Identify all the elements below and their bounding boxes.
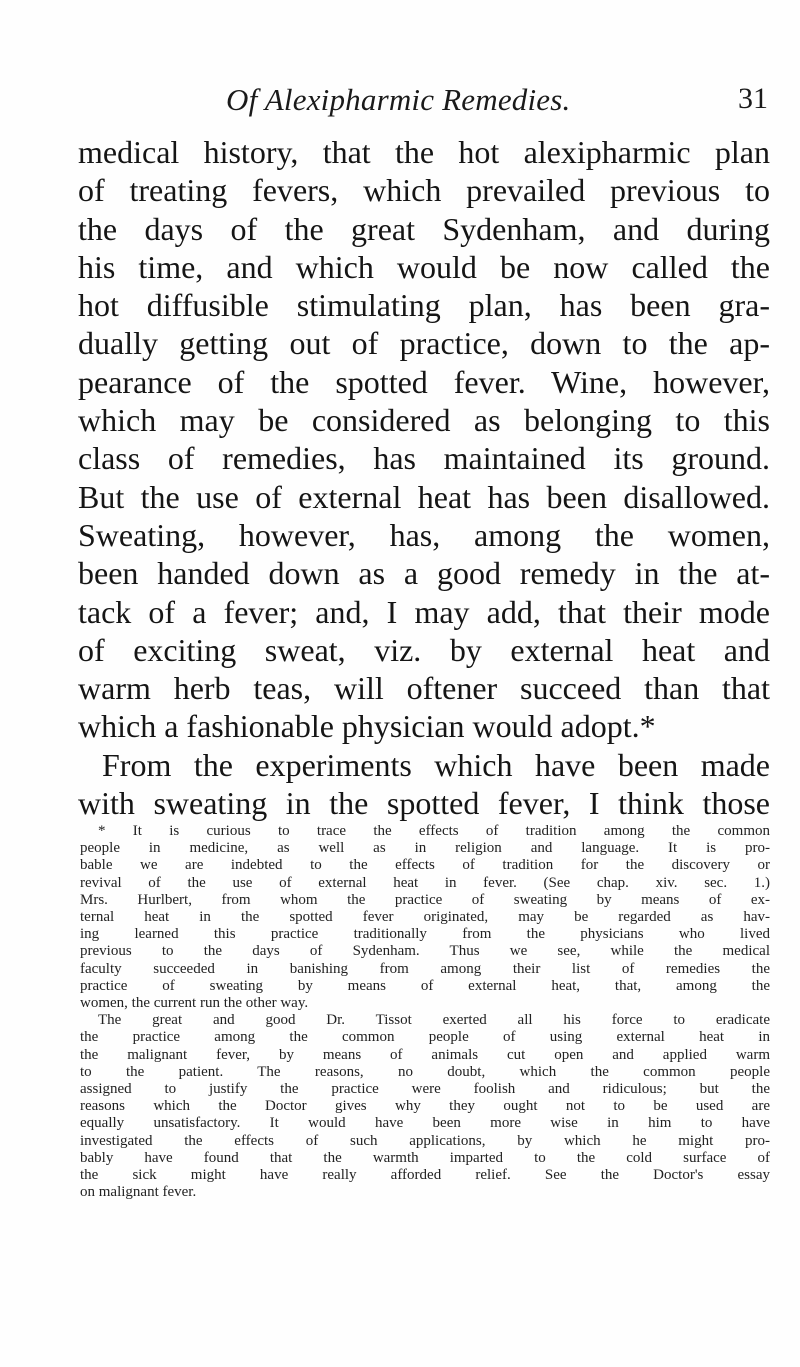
footnote-line: reasons which the Doctor gives why they ought not to be used are [80,1098,770,1115]
footnote-line: the practice among the common people of using external heat in [80,1029,770,1046]
text-line: been handed down as a good remedy in the at- [78,555,770,592]
footnote-line: ing learned this practice traditionally from the physicians who lived [80,926,770,943]
text-line: pearance of the spotted fever. Wine, however, [78,363,770,400]
footnote-line: women, the current run the other way. [80,995,309,1012]
text-line: hot diffusible stimulating plan, has been gra- [78,287,770,324]
footnote-line: the sick might have really afforded relief. See the Doctor's essay [80,1167,770,1184]
text-line: But the use of external heat has been disallowed. [78,478,770,515]
running-head [80,82,768,122]
footnote-line: revival of the use of external heat in fever. (See chap. xiv. sec. 1.) [80,874,770,891]
footnote-line: to the patient. The reasons, no doubt, which the common people [80,1063,770,1080]
footnote-line: * It is curious to trace the effects of tradition among the common [98,823,770,839]
text-line: the days of the great Sydenham, and during [78,210,770,247]
footnote-line: Mrs. Hurlbert, from whom the practice of sweating by means of ex- [80,891,770,908]
footnote-line: people in medicine, as well as in religion and language. It is pro- [80,840,770,857]
main-text [78,133,770,822]
footnote-line: ternal heat in the spotted fever originated, may be regarded as hav- [80,909,770,926]
footnote-line: practice of sweating by means of external heat, that, among the [80,977,770,994]
footnote-line: bably have found that the warmth imparted to the cold surface of [80,1149,770,1166]
text-line: which a fashionable physician would adopt.* [78,708,656,745]
footnote-line: faculty succeeded in banishing from among their list of remedies the [80,960,770,977]
footnote-line: investigated the effects of such applications, by which he might pro- [80,1132,770,1149]
text-line: with sweating in the spotted fever, I think those [78,785,770,822]
footnote-line: previous to the days of Sydenham. Thus we see, while the medical [80,943,770,960]
text-line: of treating fevers, which prevailed previous to [78,172,770,209]
footnote-line: equally unsatisfactory. It would have been more wise in him to have [80,1115,770,1132]
text-line: warm herb teas, will oftener succeed than that [78,670,770,707]
page-number: 31 [738,82,768,115]
footnote-line: bable we are indebted to the effects of tradition for the discovery or [80,857,770,874]
footnote-line: on malignant fever. [80,1184,197,1201]
running-title: Of Alexipharmic Remedies. [226,82,571,117]
text-line: medical history, that the hot alexipharmic plan [78,134,770,170]
text-line: dually getting out of practice, down to the ap- [78,325,770,362]
text-line: tack of a fever; and, I may add, that their mode [78,593,770,630]
text-line: his time, and which would be now called the [78,248,770,285]
text-line: class of remedies, has maintained its ground. [78,440,770,477]
text-line: Sweating, however, has, among the women, [78,516,770,553]
footnote-line: assigned to justify the practice were foolish and ridiculous; but the [80,1081,770,1098]
text-line: of exciting sweat, viz. by external heat and [78,631,770,668]
footnote-line: the malignant fever, by means of animals cut open and applied warm [80,1046,770,1063]
footnote [80,823,770,1201]
text-line: From the experiments which have been made [102,746,770,783]
text-line: which may be considered as belonging to this [78,402,770,439]
footnote-line: The great and good Dr. Tissot exerted all his force to eradicate [98,1012,770,1029]
